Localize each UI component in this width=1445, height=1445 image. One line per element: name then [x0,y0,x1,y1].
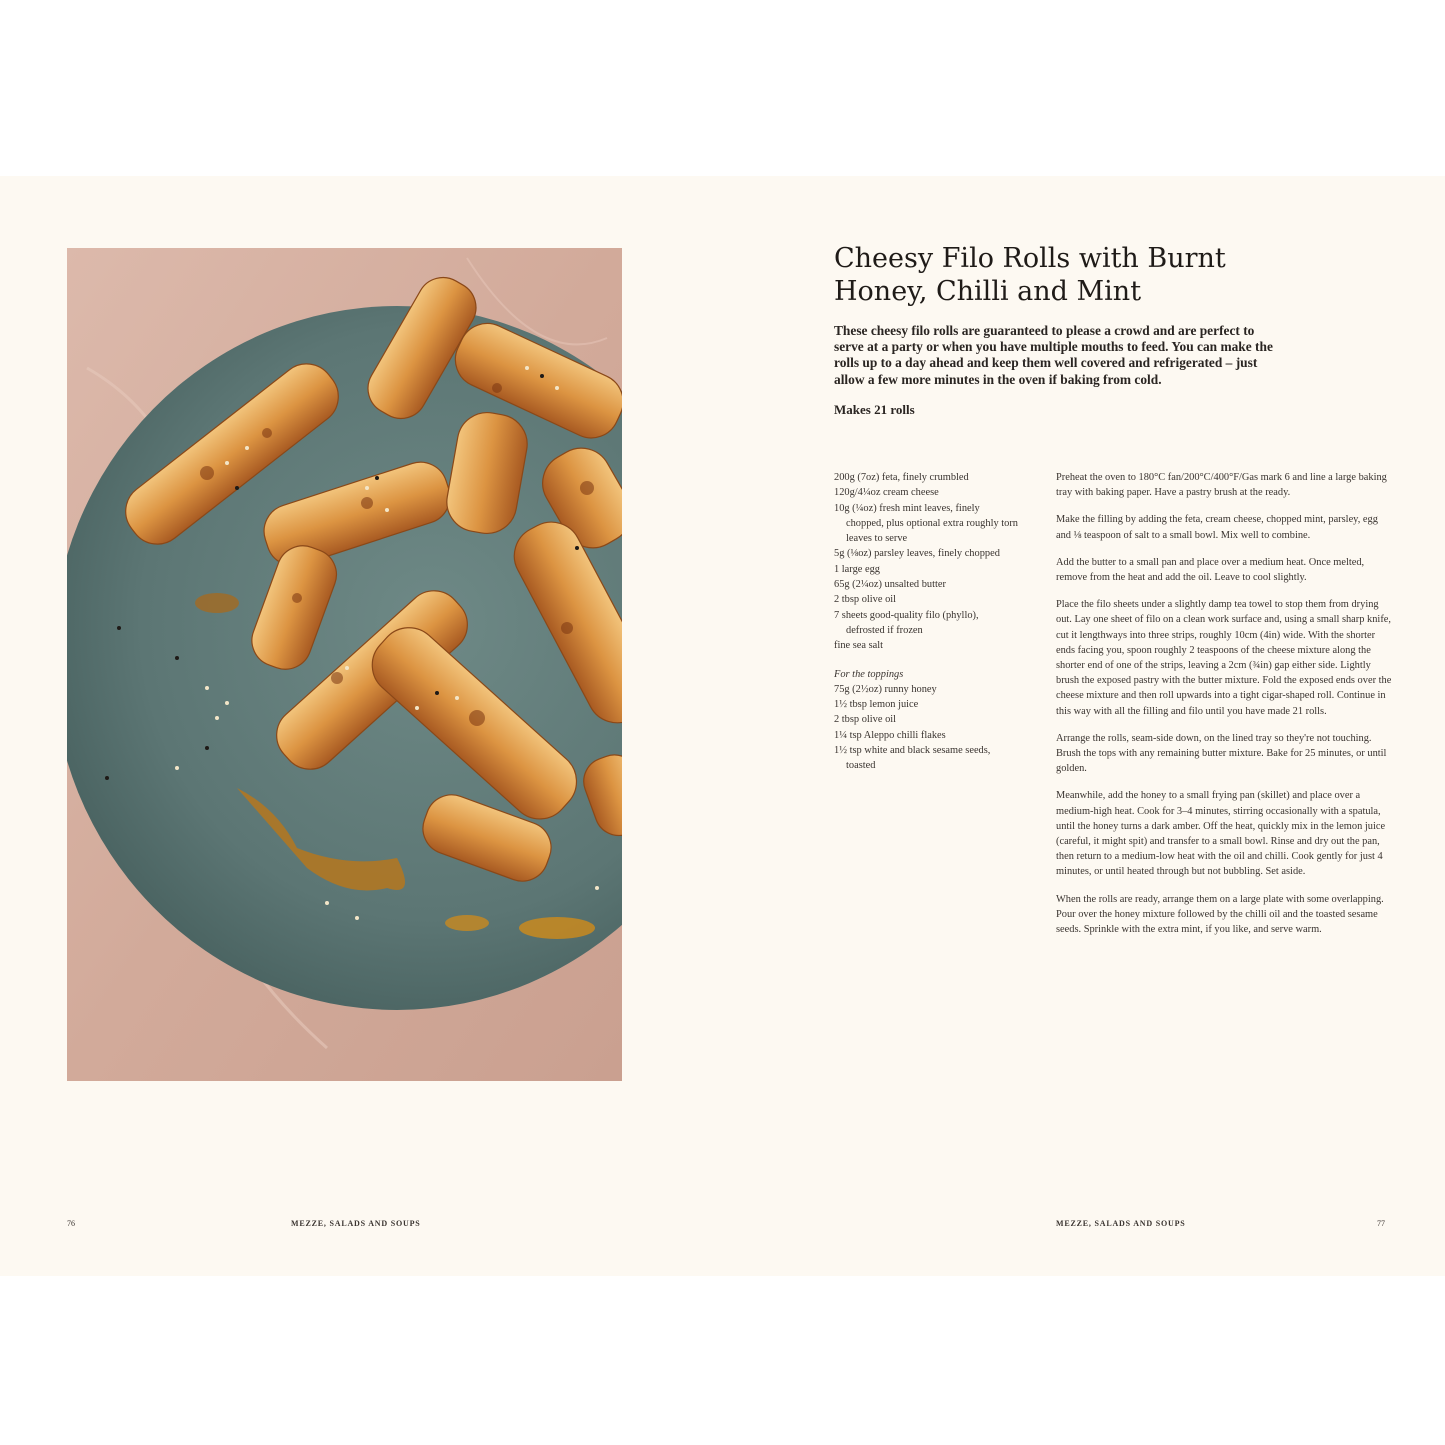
recipe-title-line-2: Honey, Chilli and Mint [834,276,1142,307]
ingredient-item: 120g/4¼oz cream cheese [834,487,939,499]
recipe-title [834,242,1254,308]
toppings-heading: For the toppings [834,668,904,680]
ingredients-list [834,470,1019,774]
method-step-2: Make the filling by adding the feta, cream cheese, chopped mint, parsley, egg and ⅛ teaspoon of salt to a small bowl. Mix well to combine. [1056,514,1378,541]
ingredient-item: 200g (7oz) feta, finely crumbled [834,472,969,483]
topping-item: 75g (2½oz) runny honey [834,683,937,695]
topping-item: 1¼ tsp Aleppo chilli flakes [834,729,946,741]
method-steps [1056,470,1392,949]
method-step-3: Add the butter to a small pan and place over a medium heat. Once melted, remove from the heat and add the oil. Leave to cool slightly. [1056,556,1365,584]
recipe-title-line-1: Cheesy Filo Rolls with Burnt [834,243,1226,274]
ingredient-item: 5g (⅛oz) parsley leaves, finely chopped [834,548,1000,560]
topping-item: 1½ tbsp lemon juice [834,699,919,711]
method-step-1: Preheat the oven to 180°C fan/200°C/400°F/Gas mark 6 and line a large baking tray with baking paper. Have a pastry brush at the ready. [1056,472,1387,499]
left-page-number: 76 [67,1219,75,1228]
ingredient-item: 1 large egg [834,563,880,575]
method-step-7: When the rolls are ready, arrange them on a large plate with some overlapping. Pour over the honey mixture followed by the chilli oil and the toasted sesame seeds. Sprinkle with the extra mint, if you like, and serve warm. [1056,893,1384,936]
ingredient-item: 7 sheets good-quality filo (phyllo), defrosted if frozen [834,609,979,636]
right-page-number: 77 [1377,1219,1385,1228]
ingredient-item: 2 tbsp olive oil [834,594,897,606]
left-section-label: MEZZE, SALADS AND SOUPS [291,1219,421,1228]
ingredient-item: 65g (2¼oz) unsalted butter [834,579,946,591]
method-step-5: Arrange the rolls, seam-side down, on the lined tray so they're not touching. Brush the tops with any remaining butter mixture. Bake for 25 minutes, or until golden. [1056,732,1387,775]
method-step-6: Meanwhile, add the honey to a small frying pan (skillet) and place over a medium-high heat. Cook for 3–4 minutes, stirring occasionally with a spatula, until the honey turns a dark amber. Off the heat, quickly mix in the lemon juice (careful, it might spit) and transfer to a small bowl. Rinse and dry out the pan, then return to a medium-low heat with the oil and chilli. Cook gently for just 4 minutes, or until heated through but not bubbling. Set aside. [1056,790,1386,878]
ingredient-item: fine sea salt [834,640,884,652]
topping-item: 2 tbsp olive oil [834,714,897,726]
recipe-photo [67,248,622,1081]
method-step-4: Place the filo sheets under a slightly damp tea towel to stop them from drying out. Lay one sheet of filo on a clean work surface and, using a small sharp knife, cut it lengthways into three strips, roughly 10cm (4in) wide. With the shorter ends facing you, spoon roughly 2 teaspoons of the cheese mixture along the shorter end of one of the strips, leaving a 2cm (¾in) gap either side. Lightly brush the exposed pastry with the butter mixture. Fold the exposed ends over the cheese mixture and then roll upwards into a tight cigar-shaped roll. Continue in this way with all the filling and filo until you have made 21 rolls. [1056,599,1392,717]
recipe-intro: These cheesy filo rolls are guaranteed to please a crowd and are perfect to serve at a party or when you have multiple mouths to feed. You can make the rolls up to a day ahead and keep them well covered and refrigerated – just allow a few more minutes in the oven if baking from cold. [834,323,1273,387]
book-spread [0,176,1445,1276]
ingredient-item: 10g (¼oz) fresh mint leaves, finely chopped, plus optional extra roughly torn leaves to serve [834,502,1018,545]
recipe-yield: Makes 21 rolls [834,402,915,417]
topping-item: 1½ tsp white and black sesame seeds, toasted [834,745,991,772]
right-section-label: MEZZE, SALADS AND SOUPS [1056,1219,1186,1228]
filo-rolls-image [67,248,622,1081]
